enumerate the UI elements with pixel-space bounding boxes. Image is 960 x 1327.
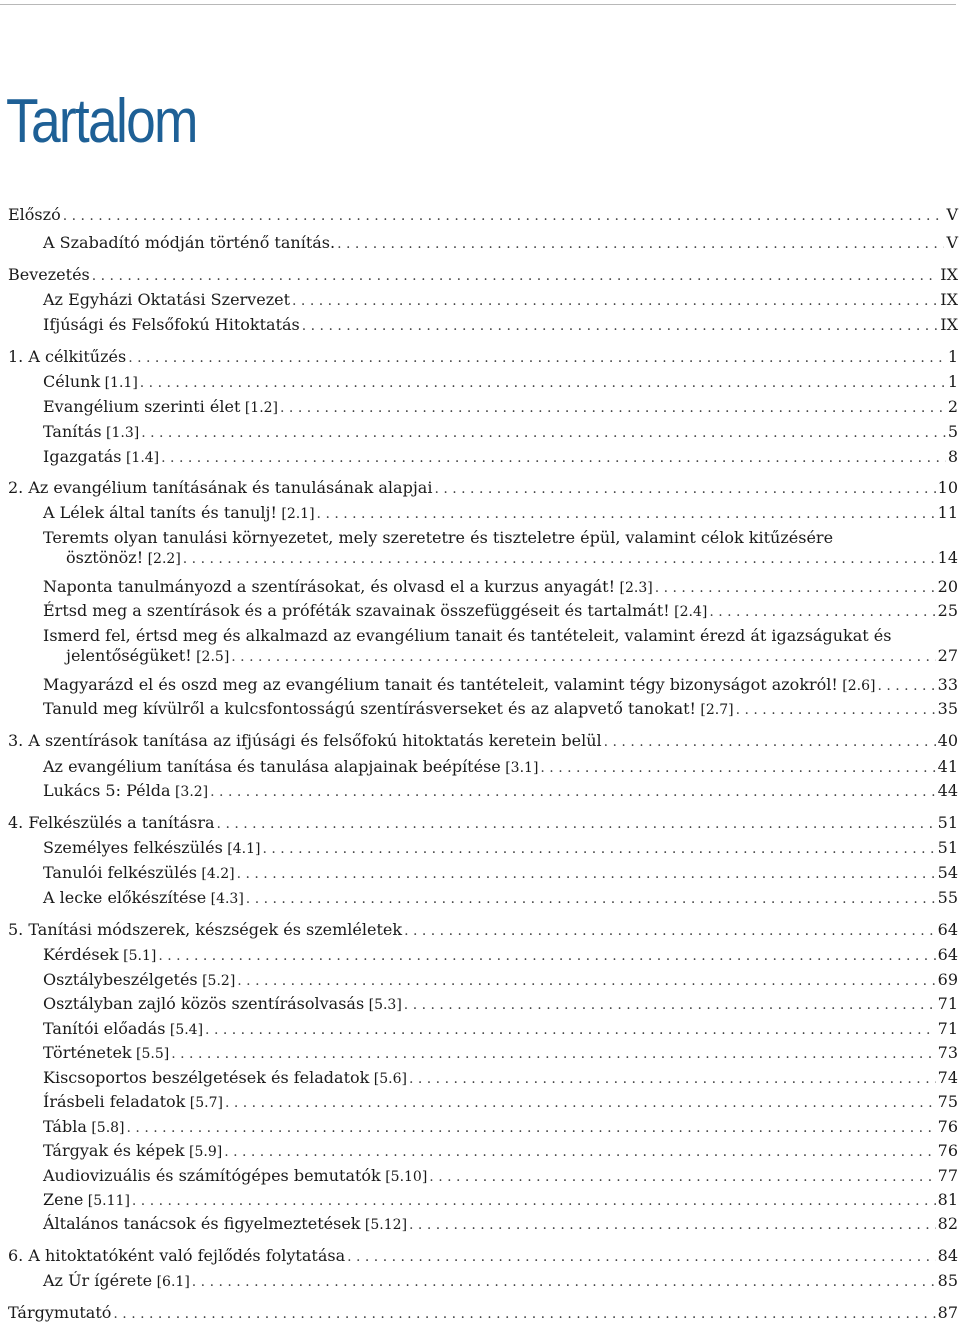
toc-entry-ref: [4.3] bbox=[206, 891, 244, 907]
dot-leader bbox=[158, 945, 935, 966]
toc-entry[interactable] bbox=[0, 970, 958, 991]
toc-entry-page: 76 bbox=[937, 1117, 958, 1136]
toc-entry-title: Személyes felkészülés bbox=[43, 838, 223, 857]
toc-entry-title-continued: ösztönöz! bbox=[66, 548, 144, 567]
toc-entry-page: 51 bbox=[937, 838, 958, 857]
toc-entry-title: 2. Az evangélium tanításának és tanulásának alapjai bbox=[8, 478, 433, 497]
toc-entry-ref: [1.1] bbox=[100, 375, 138, 391]
toc-entry-page: 74 bbox=[937, 1068, 958, 1087]
dot-leader bbox=[217, 813, 936, 834]
toc-entry-title: Magyarázd el és oszd meg az evangélium tanait és tantételeit, valamint tégy bizonyságot azokról! bbox=[43, 675, 838, 694]
toc-entry[interactable] bbox=[0, 290, 958, 311]
toc-entry-page: 87 bbox=[937, 1303, 958, 1322]
toc-entry[interactable] bbox=[0, 528, 958, 569]
toc-entry-page: 27 bbox=[937, 646, 958, 665]
toc-entry[interactable] bbox=[0, 1117, 958, 1138]
toc-entry-page: 51 bbox=[937, 813, 958, 832]
toc-entry[interactable] bbox=[0, 1141, 958, 1162]
toc-entry[interactable] bbox=[0, 1246, 958, 1267]
toc-entry-title: 1. A célkitűzés bbox=[8, 347, 127, 366]
toc-entry-page: 1 bbox=[947, 372, 958, 391]
toc-entry[interactable] bbox=[0, 699, 958, 720]
toc-entry-title: Ifjúsági és Felsőfokú Hitoktatás bbox=[43, 315, 300, 334]
top-rule bbox=[0, 4, 956, 5]
toc-entry-ref: [2.4] bbox=[669, 604, 708, 620]
page-title: Tartalom bbox=[6, 87, 197, 156]
toc-entry[interactable] bbox=[0, 781, 958, 802]
toc-entry[interactable] bbox=[0, 1043, 958, 1064]
toc-entry[interactable] bbox=[0, 675, 958, 696]
toc-entry[interactable] bbox=[0, 1068, 958, 1089]
toc-entry[interactable] bbox=[0, 1166, 958, 1187]
toc-entry-title: Tanítói előadás bbox=[43, 1019, 166, 1038]
toc-entry-ref: [2.2] bbox=[143, 551, 181, 567]
dot-leader bbox=[347, 1246, 936, 1267]
dot-leader bbox=[317, 503, 936, 524]
toc-entry[interactable] bbox=[0, 920, 958, 941]
dot-leader bbox=[655, 577, 936, 598]
toc-entry-ref: [5.12] bbox=[360, 1217, 408, 1233]
toc-entry-title: Az evangélium tanítása és tanulása alapjainak beépítése bbox=[43, 757, 501, 776]
toc-entry-title: Célunk bbox=[43, 372, 101, 391]
dot-leader bbox=[192, 1271, 936, 1292]
dot-leader bbox=[262, 838, 935, 859]
toc-entry-page: 85 bbox=[937, 1271, 958, 1290]
toc-entry[interactable] bbox=[0, 945, 958, 966]
toc-entry-title: Kiscsoportos beszélgetések és feladatok bbox=[43, 1068, 370, 1087]
toc-entry[interactable] bbox=[0, 478, 958, 499]
toc-entry-ref: [5.7] bbox=[185, 1095, 223, 1111]
toc-entry-page: 64 bbox=[937, 920, 958, 939]
toc-entry-title: Tárgyak és képek bbox=[43, 1141, 185, 1160]
toc-entry-title: Írásbeli feladatok bbox=[43, 1092, 186, 1111]
toc-entry-page: IX bbox=[940, 315, 958, 334]
toc-entry-title: Előszó bbox=[8, 205, 61, 224]
toc-entry-title: Osztálybeszélgetés bbox=[43, 970, 198, 989]
toc-entry-title: Lukács 5: Példa bbox=[43, 781, 171, 800]
toc-entry-title: Tanuld meg kívülről a kulcsfontosságú szentírásverseket és az alapvető tanokat! bbox=[43, 699, 696, 718]
toc-entry-page: 20 bbox=[937, 577, 958, 596]
dot-leader bbox=[171, 1043, 935, 1064]
toc-entry-title: A Lélek által taníts és tanulj! bbox=[43, 503, 277, 522]
toc-entry-page: 69 bbox=[937, 970, 958, 989]
toc-entry-page: 76 bbox=[937, 1141, 958, 1160]
toc-entry[interactable] bbox=[0, 863, 958, 884]
toc-entry-title: Zene bbox=[43, 1190, 84, 1209]
toc-entry[interactable] bbox=[0, 205, 958, 226]
toc-entry-ref: [5.9] bbox=[184, 1144, 223, 1160]
toc-entry-ref: [1.3] bbox=[101, 425, 140, 441]
toc-entry-title: Az Úr ígérete bbox=[43, 1271, 153, 1290]
toc-entry-title: Tanítás bbox=[43, 422, 102, 441]
toc-entry-title: 4. Felkészülés a tanításra bbox=[8, 813, 215, 832]
dot-leader bbox=[161, 447, 946, 468]
toc-entry-page: 2 bbox=[947, 397, 958, 416]
toc-entry-title: Az Egyházi Oktatási Szervezet bbox=[43, 290, 291, 309]
toc-entry-ref: [2.6] bbox=[837, 678, 876, 694]
toc-entry-ref: [5.10] bbox=[380, 1169, 428, 1185]
toc-entry[interactable] bbox=[0, 233, 958, 254]
dot-leader bbox=[246, 888, 936, 909]
dot-leader bbox=[877, 675, 935, 696]
toc-entry-ref: [1.4] bbox=[121, 450, 160, 466]
toc-entry[interactable] bbox=[0, 813, 958, 834]
toc-entry-title: Történetek bbox=[43, 1043, 132, 1062]
dot-leader bbox=[337, 233, 944, 254]
dot-leader bbox=[302, 315, 939, 336]
dot-leader bbox=[113, 1303, 935, 1324]
dot-leader bbox=[231, 646, 935, 667]
toc-entry-title: A Szabadító módján történő tanítás. bbox=[43, 233, 336, 252]
dot-leader bbox=[280, 397, 946, 418]
toc-entry[interactable] bbox=[0, 1019, 958, 1040]
toc-entry-title: Tábla bbox=[43, 1117, 87, 1136]
toc-entry-page: 71 bbox=[937, 1019, 958, 1038]
dot-leader bbox=[540, 757, 935, 778]
dot-leader bbox=[404, 920, 936, 941]
toc-entry[interactable] bbox=[0, 1303, 958, 1324]
dot-leader bbox=[141, 422, 946, 443]
dot-leader bbox=[132, 1190, 936, 1211]
toc-entry-ref: [5.11] bbox=[83, 1193, 130, 1209]
toc-entry-page: 5 bbox=[947, 422, 958, 441]
toc-entry-title: Ismerd fel, értsd meg és alkalmazd az evangélium tanait és tantételeit, valamint érezd át igazságukat és bbox=[43, 626, 892, 645]
toc-entry-ref: [5.1] bbox=[118, 948, 157, 964]
toc-entry-page: 64 bbox=[937, 945, 958, 964]
toc-entry-page: 1 bbox=[947, 347, 958, 366]
dot-leader bbox=[63, 205, 945, 226]
toc-entry[interactable] bbox=[0, 1214, 958, 1235]
dot-leader bbox=[140, 372, 946, 393]
dot-leader bbox=[127, 1117, 936, 1138]
toc-entry-page: 41 bbox=[937, 757, 958, 776]
toc-entry-ref: [5.2] bbox=[197, 973, 236, 989]
toc-entry-ref: [2.5] bbox=[191, 649, 230, 665]
toc-entry-page: 8 bbox=[947, 447, 958, 466]
toc-entry-page: 25 bbox=[937, 601, 958, 620]
toc-entry-page: V bbox=[946, 205, 958, 224]
dot-leader bbox=[92, 265, 939, 286]
dot-leader bbox=[183, 548, 936, 569]
toc-entry-ref: [3.2] bbox=[170, 784, 209, 800]
dot-leader bbox=[237, 863, 936, 884]
toc-entry-page: 33 bbox=[937, 675, 958, 694]
toc-entry-title: Kérdések bbox=[43, 945, 119, 964]
toc-entry[interactable] bbox=[0, 503, 958, 524]
toc-entry[interactable] bbox=[0, 626, 958, 667]
dot-leader bbox=[429, 1166, 935, 1187]
toc-entry[interactable] bbox=[0, 757, 958, 778]
dot-leader bbox=[225, 1092, 936, 1113]
toc-entry-page: 73 bbox=[937, 1043, 958, 1062]
toc-entry[interactable] bbox=[0, 347, 958, 368]
toc-entry[interactable] bbox=[0, 315, 958, 336]
dot-leader bbox=[736, 699, 936, 720]
toc-entry[interactable] bbox=[0, 1190, 958, 1211]
toc-entry-title: Evangélium szerinti élet bbox=[43, 397, 241, 416]
toc-entry-ref: [5.3] bbox=[364, 997, 402, 1013]
toc-entry[interactable] bbox=[0, 422, 958, 443]
toc-entry-title: Értsd meg a szentírások és a próféták szavainak összefüggéseit és tartalmát! bbox=[43, 601, 670, 620]
toc-entry-page: 71 bbox=[937, 994, 958, 1013]
toc-entry[interactable] bbox=[0, 372, 958, 393]
toc-entry-title: A lecke előkészítése bbox=[43, 888, 207, 907]
toc-entry[interactable] bbox=[0, 601, 958, 622]
toc-entry-page: 10 bbox=[937, 478, 958, 497]
toc-entry-title: Naponta tanulmányozd a szentírásokat, és olvasd el a kurzus anyagát! bbox=[43, 577, 616, 596]
toc-entry-ref: [5.6] bbox=[369, 1071, 407, 1087]
dot-leader bbox=[409, 1214, 936, 1235]
toc-entry-ref: [3.1] bbox=[500, 760, 539, 776]
toc-entry[interactable] bbox=[0, 1271, 958, 1292]
toc-entry-page: 14 bbox=[937, 548, 958, 567]
toc-entry-title: 5. Tanítási módszerek, készségek és szemléletek bbox=[8, 920, 403, 939]
dot-leader bbox=[210, 781, 936, 802]
toc-entry-page: 81 bbox=[937, 1190, 958, 1209]
toc-entry-page: 82 bbox=[937, 1214, 958, 1233]
dot-leader bbox=[292, 290, 938, 311]
toc-entry-title: Általános tanácsok és figyelmeztetések bbox=[43, 1214, 361, 1233]
dot-leader bbox=[604, 731, 936, 752]
dot-leader bbox=[128, 347, 946, 368]
toc-entry[interactable] bbox=[0, 888, 958, 909]
toc-entry-ref: [5.8] bbox=[86, 1120, 125, 1136]
toc-entry-title: Teremts olyan tanulási környezetet, mely szeretetre és tiszteletre épül, valamint célok kitűzésére bbox=[43, 528, 834, 547]
toc-entry-page: 44 bbox=[937, 781, 958, 800]
toc-entry-title: 6. A hitoktatóként való fejlődés folytatása bbox=[8, 1246, 346, 1265]
dot-leader bbox=[205, 1019, 936, 1040]
toc-entry-title: Tanulói felkészülés bbox=[43, 863, 197, 882]
toc-entry-ref: [2.3] bbox=[615, 580, 653, 596]
toc-entry[interactable] bbox=[0, 577, 958, 598]
toc-entry-page: 35 bbox=[937, 699, 958, 718]
toc-entry-page: 55 bbox=[937, 888, 958, 907]
toc-entry[interactable] bbox=[0, 994, 958, 1015]
toc-entry-ref: [6.1] bbox=[152, 1274, 190, 1290]
dot-leader bbox=[434, 478, 935, 499]
toc-entry[interactable] bbox=[0, 1092, 958, 1113]
toc-entry-ref: [5.5] bbox=[131, 1046, 170, 1062]
toc-entry-ref: [2.7] bbox=[695, 702, 734, 718]
toc-entry-title: Igazgatás bbox=[43, 447, 122, 466]
toc-entry-title-continued: jelentőségüket! bbox=[66, 646, 192, 665]
toc-entry-ref: [2.1] bbox=[276, 506, 315, 522]
toc-entry-ref: [5.4] bbox=[165, 1022, 204, 1038]
dot-leader bbox=[409, 1068, 936, 1089]
dot-leader bbox=[709, 601, 935, 622]
toc-entry-page: 75 bbox=[937, 1092, 958, 1111]
toc-entry-title: Osztályban zajló közös szentírásolvasás bbox=[43, 994, 365, 1013]
toc-entry-page: 84 bbox=[937, 1246, 958, 1265]
toc-entry-title: 3. A szentírások tanítása az ifjúsági és felsőfokú hitoktatás keretein belül bbox=[8, 731, 602, 750]
toc-entry-ref: [4.1] bbox=[222, 841, 261, 857]
toc-entry-title: Tárgymutató bbox=[8, 1303, 112, 1322]
dot-leader bbox=[237, 970, 935, 991]
toc-entry-page: IX bbox=[940, 290, 958, 309]
toc-entry-ref: [4.2] bbox=[196, 866, 235, 882]
toc-entry-page: 77 bbox=[937, 1166, 958, 1185]
toc-entry-title: Audiovizuális és számítógépes bemutatók bbox=[43, 1166, 381, 1185]
toc-entry-page: 11 bbox=[937, 503, 958, 522]
toc-entry[interactable] bbox=[0, 397, 958, 418]
dot-leader bbox=[404, 994, 936, 1015]
toc-entry[interactable] bbox=[0, 447, 958, 468]
toc-entry-page: 54 bbox=[937, 863, 958, 882]
toc-entry[interactable] bbox=[0, 838, 958, 859]
toc-entry[interactable] bbox=[0, 265, 958, 286]
toc-entry-ref: [1.2] bbox=[240, 400, 279, 416]
toc-entry-page: V bbox=[946, 233, 958, 252]
toc-entry-page: IX bbox=[940, 265, 958, 284]
dot-leader bbox=[224, 1141, 935, 1162]
toc-entry[interactable] bbox=[0, 731, 958, 752]
toc-entry-page: 40 bbox=[937, 731, 958, 750]
toc-entry-title: Bevezetés bbox=[8, 265, 90, 284]
